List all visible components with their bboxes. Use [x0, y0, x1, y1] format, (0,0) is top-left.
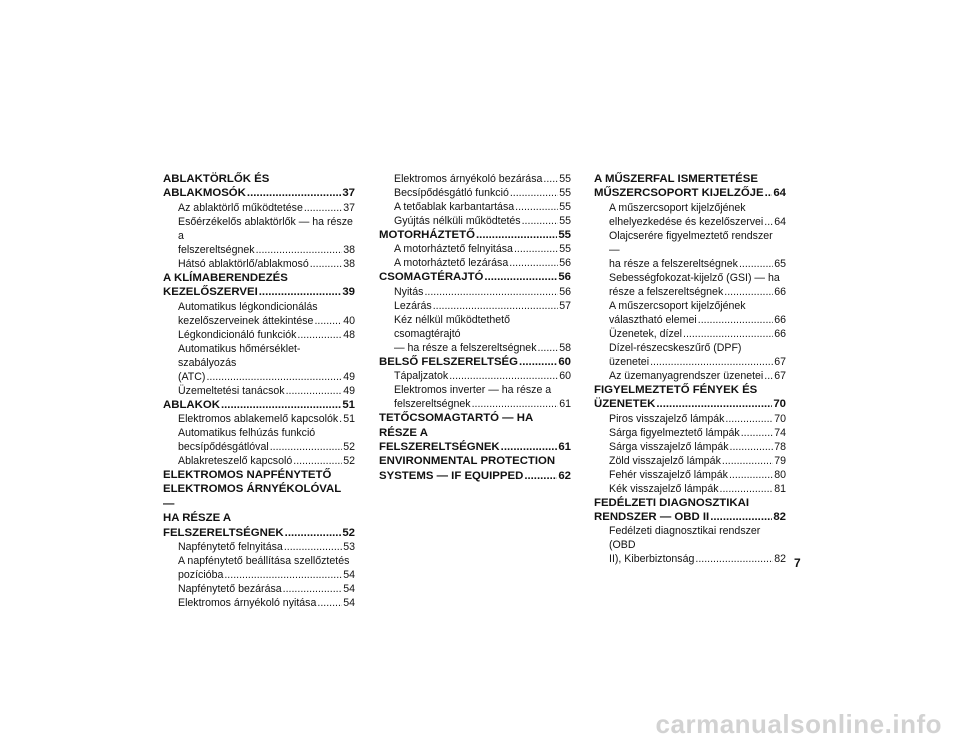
toc-page-number: 74 — [774, 426, 786, 439]
toc-page-number: 40 — [343, 314, 355, 327]
toc-entry-title: ENVIRONMENTAL PROTECTION — [379, 455, 556, 468]
toc-entry — [379, 369, 571, 383]
toc-section-heading — [594, 186, 786, 200]
dot-leader — [710, 510, 772, 524]
toc-entry — [163, 596, 355, 610]
toc-page-number: 61 — [559, 398, 571, 411]
toc-page-number: 51 — [343, 413, 355, 426]
dot-leader — [519, 355, 557, 369]
toc-page-number: 57 — [559, 299, 571, 312]
toc-section-heading — [379, 228, 571, 242]
toc-page-number: 56 — [559, 285, 571, 298]
dot-leader — [524, 469, 557, 483]
toc-entry-title: SYSTEMS — IF EQUIPPED — [379, 469, 524, 482]
toc-section-heading — [594, 172, 786, 186]
toc-entry — [379, 186, 571, 200]
toc-entry — [379, 200, 571, 214]
toc-page-number: 53 — [343, 541, 355, 554]
toc-page-number: 48 — [343, 328, 355, 341]
toc-entry-title: felszereltségnek — [178, 243, 255, 256]
toc-entry-title: Ablakreteszelő kapcsoló — [178, 455, 293, 468]
toc-page-number: 67 — [774, 369, 786, 382]
dot-leader — [433, 299, 559, 313]
toc-entry-title: ABLAKTÖRLŐK ÉS — [163, 173, 270, 185]
toc-entry-title: RENDSZER — OBD II — [594, 511, 710, 524]
dot-leader — [472, 397, 559, 411]
toc-entry-title: CSOMAGTÉRAJTÓ — [379, 271, 484, 284]
toc-entry-title: része a felszereltségnek — [609, 285, 724, 298]
toc-entry-title: Üzenetek, dízel — [609, 327, 683, 340]
toc-entry-title: üzenetei — [609, 355, 650, 368]
dot-leader — [522, 214, 559, 228]
dot-leader — [256, 243, 343, 257]
toc-entry — [594, 412, 786, 426]
dot-leader — [510, 186, 558, 200]
toc-page-number: 52 — [342, 526, 355, 539]
toc-entry — [163, 201, 355, 215]
page-number: 7 — [794, 556, 801, 570]
dot-leader — [698, 313, 773, 327]
toc-entry — [163, 540, 355, 554]
toc-entry-title: A motorháztető lezárása — [394, 257, 509, 270]
toc-entry-title: KEZELŐSZERVEI — [163, 286, 258, 299]
toc-entry — [163, 300, 355, 328]
toc-section-heading — [379, 454, 571, 483]
toc-entry-title: FELSZERELTSÉGNEK — [163, 526, 284, 539]
toc-entry — [379, 285, 571, 299]
dot-leader — [293, 454, 342, 468]
dot-leader — [739, 257, 773, 271]
toc-page-number: 55 — [558, 229, 571, 241]
dot-leader — [543, 172, 558, 186]
toc-page-number: 60 — [558, 355, 571, 368]
toc-page-number: 78 — [774, 440, 786, 453]
dot-leader — [284, 540, 342, 554]
toc-entry-title: Fehér visszajelző lámpák — [609, 468, 728, 481]
toc-page-number: 49 — [343, 384, 355, 397]
toc-page-number: 51 — [342, 398, 355, 411]
toc-entry-title: elhelyezkedése és kezelőszervei — [609, 215, 764, 228]
toc-entry-title: Olajcserére figyelmeztető rendszer — — [609, 229, 773, 256]
toc-section-heading — [163, 172, 355, 201]
toc-entry-title: Napfénytető bezárása — [178, 583, 282, 596]
toc-page-number: 80 — [774, 468, 786, 481]
dot-leader — [304, 201, 342, 215]
toc-entry-title: Automatikus hőmérséklet-szabályozás — [178, 342, 301, 369]
toc-entry-title: Sárga visszajelző lámpák — [609, 440, 729, 453]
toc-page-number: 70 — [774, 412, 786, 425]
toc-entry — [594, 369, 786, 383]
toc-page-number: 56 — [558, 271, 571, 284]
toc-entry — [594, 454, 786, 468]
toc-entry — [163, 342, 355, 384]
toc-entry-title: Dízel-részecskeszűrő (DPF) — [609, 341, 742, 354]
toc-column-2 — [379, 172, 571, 483]
toc-entry-title: Elektromos árnyékoló bezárása — [394, 173, 543, 185]
toc-entry-title: FELSZERELTSÉGNEK — [379, 441, 500, 454]
toc-entry-title: ABLAKOK — [163, 398, 220, 411]
toc-entry — [594, 482, 786, 496]
toc-entry-title: Kéz nélkül működtethető csomagtérajtó — [394, 313, 511, 340]
dot-leader — [449, 369, 558, 383]
toc-column-3 — [594, 172, 786, 566]
toc-entry-title: ELEKTROMOS NAPFÉNYTETŐ — [163, 469, 332, 482]
dot-leader — [656, 397, 772, 411]
toc-page-number: 79 — [774, 454, 786, 467]
toc-page-number: 52 — [343, 441, 355, 454]
toc-entry-title: Elektromos inverter — ha része a — [394, 384, 552, 397]
toc-entry — [163, 384, 355, 398]
toc-entry-title: A műszercsoport kijelzőjének — [609, 201, 746, 214]
toc-page-number: 55 — [559, 215, 571, 227]
toc-entry — [163, 454, 355, 468]
toc-entry-title: FIGYELMEZTETŐ FÉNYEK ÉS — [594, 383, 758, 396]
dot-leader — [722, 454, 773, 468]
dot-leader — [650, 355, 773, 369]
toc-page-number: 60 — [559, 370, 571, 383]
dot-leader — [247, 186, 341, 200]
dot-leader — [724, 285, 773, 299]
toc-entry-title: A tetőablak karbantartása — [394, 201, 515, 213]
dot-leader — [270, 440, 343, 454]
toc-entry-title: választható elemei — [609, 313, 697, 326]
toc-section-heading — [379, 411, 571, 454]
toc-entry-title: Sárga figyelmeztető lámpák — [609, 426, 740, 439]
toc-entry — [594, 426, 786, 440]
toc-entry-title: A MŰSZERFAL ISMERTETÉSE — [594, 173, 758, 185]
toc-entry — [379, 172, 571, 186]
toc-entry-title: A motorháztető felnyitása — [394, 243, 513, 256]
dot-leader — [730, 440, 774, 454]
toc-page-number: 64 — [773, 187, 786, 200]
toc-entry — [594, 299, 786, 327]
toc-page-number: 38 — [343, 243, 355, 256]
toc-page-number: 55 — [559, 243, 571, 256]
toc-entry — [594, 229, 786, 271]
toc-entry-title: Piros visszajelző lámpák — [609, 412, 725, 425]
toc-section-heading — [163, 468, 355, 540]
toc-section-heading — [379, 270, 571, 284]
dot-leader — [339, 412, 342, 426]
toc-entry-title: Automatikus légkondicionálás — [178, 300, 318, 313]
toc-page-number: 52 — [343, 455, 355, 468]
toc-entry-title: Napfénytető felnyitása — [178, 541, 283, 554]
toc-entry-title: Sebességfokozat-kijelző (GSI) — ha — [609, 271, 780, 284]
toc-entry — [163, 582, 355, 596]
toc-entry-title: kezelőszerveinek áttekintése — [178, 314, 314, 327]
toc-entry — [163, 215, 355, 257]
toc-entry-title: ABLAKMOSÓK — [163, 187, 246, 200]
dot-leader — [765, 186, 773, 200]
toc-page-number: 54 — [343, 597, 355, 610]
toc-entry-title: becsípődésgátlóval — [178, 441, 269, 454]
toc-entry — [163, 412, 355, 426]
dot-leader — [720, 482, 774, 496]
toc-entry — [379, 242, 571, 256]
toc-entry-title: Automatikus felhúzás funkció — [178, 427, 316, 440]
toc-page-number: 55 — [559, 187, 571, 199]
toc-entry-title: Zöld visszajelző lámpák — [609, 454, 721, 467]
toc-page-number: 55 — [559, 173, 571, 185]
toc-entry-title: A KLÍMABERENDEZÉS — [163, 271, 288, 284]
toc-page-number: 81 — [774, 482, 786, 495]
toc-entry-title: Az üzemanyagrendszer üzenetei — [609, 369, 764, 382]
dot-leader — [515, 200, 558, 214]
toc-entry-title: Nyitás — [394, 285, 424, 298]
toc-entry — [594, 440, 786, 454]
toc-entry-title: BELSŐ FELSZERELTSÉG — [379, 355, 519, 368]
dot-leader — [764, 369, 773, 383]
toc-entry — [594, 327, 786, 341]
toc-entry-title: MOTORHÁZTETŐ — [379, 229, 475, 241]
toc-entry-title: ha része a felszereltségnek — [609, 257, 738, 270]
toc-entry-title: pozícióba — [178, 569, 224, 582]
toc-entry-title: felszereltségnek — [394, 398, 471, 411]
toc-entry-title: Elektromos árnyékoló nyitása — [178, 597, 317, 610]
toc-entry — [379, 256, 571, 270]
toc-entry-title: A műszercsoport kijelzőjének — [609, 299, 746, 312]
toc-entry-title: (ATC) — [178, 370, 206, 383]
toc-entry — [163, 328, 355, 342]
toc-entry — [379, 313, 571, 355]
toc-page-number: 37 — [343, 201, 355, 214]
toc-page-number: 66 — [774, 313, 786, 326]
toc-entry — [163, 426, 355, 454]
toc-entry — [594, 201, 786, 229]
toc-entry-title: Esőérzékelős ablaktörlők — ha része a — [178, 215, 353, 242]
toc-section-heading — [163, 398, 355, 412]
toc-column-1 — [163, 172, 355, 610]
toc-page-number: 58 — [559, 341, 571, 354]
toc-entry-title: Az ablaktörlő működtetése — [178, 201, 303, 214]
dot-leader — [741, 426, 773, 440]
toc-page-number: 55 — [559, 201, 571, 213]
toc-entry-title: ELEKTROMOS ÁRNYÉKOLÓVAL — — [163, 483, 342, 510]
toc-page-number: 56 — [559, 257, 571, 270]
toc-entry — [379, 383, 571, 411]
toc-entry-title: Fedélzeti diagnosztikai rendszer (OBD — [609, 525, 761, 552]
dot-leader — [476, 228, 557, 242]
dot-leader — [725, 412, 773, 426]
dot-leader — [501, 440, 558, 454]
toc-section-heading — [379, 355, 571, 369]
toc-entry-title: Tápaljzatok — [394, 370, 449, 383]
toc-entry-title: A napfénytető beállítása szellőztetés — [178, 555, 350, 568]
toc-page-number: 82 — [774, 553, 786, 566]
toc-page-number: 67 — [774, 355, 786, 368]
dot-leader — [538, 341, 559, 355]
toc-page-number: 62 — [558, 469, 571, 482]
toc-section-heading — [594, 383, 786, 412]
toc-entry — [594, 271, 786, 299]
dot-leader — [310, 257, 342, 271]
toc-entry-title: Kék visszajelző lámpák — [609, 482, 719, 495]
toc-entry-title: MŰSZERCSOPORT KIJELZŐJE — [594, 187, 764, 200]
toc-page-number: 49 — [343, 370, 355, 383]
dot-leader — [286, 384, 343, 398]
toc-page-number: 70 — [773, 398, 786, 411]
toc-entry-title: — ha része a felszereltségnek — [394, 341, 537, 354]
toc-entry — [379, 299, 571, 313]
toc-entry-title: Gyújtás nélküli működtetés — [394, 215, 521, 227]
toc-entry — [163, 554, 355, 582]
toc-entry-title: Becsípődésgátló funkció — [394, 187, 509, 199]
toc-entry — [594, 524, 786, 566]
dot-leader — [695, 552, 773, 566]
dot-leader — [314, 314, 342, 328]
toc-page-number: 54 — [343, 569, 355, 582]
dot-leader — [259, 285, 342, 299]
toc-entry-title: Légkondicionáló funkciók — [178, 328, 297, 341]
dot-leader — [206, 370, 342, 384]
toc-entry-title: HA RÉSZE A — [163, 512, 232, 525]
toc-entry-title: Üzemeltetési tanácsok — [178, 384, 285, 397]
dot-leader — [683, 327, 773, 341]
toc-entry-title: ÜZENETEK — [594, 398, 656, 411]
dot-leader — [729, 468, 773, 482]
toc-entry-title: II), Kiberbiztonság — [609, 553, 695, 566]
toc-page-number: 65 — [774, 257, 786, 270]
toc-page-number: 54 — [343, 583, 355, 596]
dot-leader — [285, 526, 342, 540]
toc-page-number: 66 — [774, 285, 786, 298]
dot-leader — [297, 328, 342, 342]
dot-leader — [424, 285, 558, 299]
toc-entry-title: TETŐCSOMAGTARTÓ — HA RÉSZE A — [379, 412, 533, 439]
toc-section-heading — [163, 271, 355, 300]
dot-leader — [221, 398, 341, 412]
dot-leader — [224, 568, 342, 582]
toc-page-number: 64 — [774, 215, 786, 228]
toc-entry — [594, 468, 786, 482]
toc-page-number: 66 — [774, 327, 786, 340]
toc-entry-title: Lezárás — [394, 299, 432, 312]
toc-page-number: 61 — [558, 441, 571, 454]
toc-entry-title: Elektromos ablakemelő kapcsolók — [178, 413, 339, 426]
dot-leader — [514, 242, 558, 256]
dot-leader — [484, 270, 557, 284]
watermark: carmanualsonline.info — [655, 709, 942, 739]
toc-page-number: 39 — [342, 286, 355, 299]
toc-entry — [594, 341, 786, 369]
dot-leader — [764, 215, 773, 229]
toc-entry-title: Hátsó ablaktörlő/ablakmosó — [178, 257, 309, 270]
toc-entry — [163, 257, 355, 271]
dot-leader — [509, 256, 558, 270]
toc-entry — [379, 214, 571, 228]
toc-page-number: 38 — [343, 257, 355, 270]
toc-section-heading — [594, 496, 786, 525]
dot-leader — [317, 596, 342, 610]
toc-page-number: 82 — [773, 511, 786, 524]
toc-entry-title: FEDÉLZETI DIAGNOSZTIKAI — [594, 496, 750, 509]
dot-leader — [283, 582, 343, 596]
toc-page-number: 37 — [342, 187, 355, 200]
